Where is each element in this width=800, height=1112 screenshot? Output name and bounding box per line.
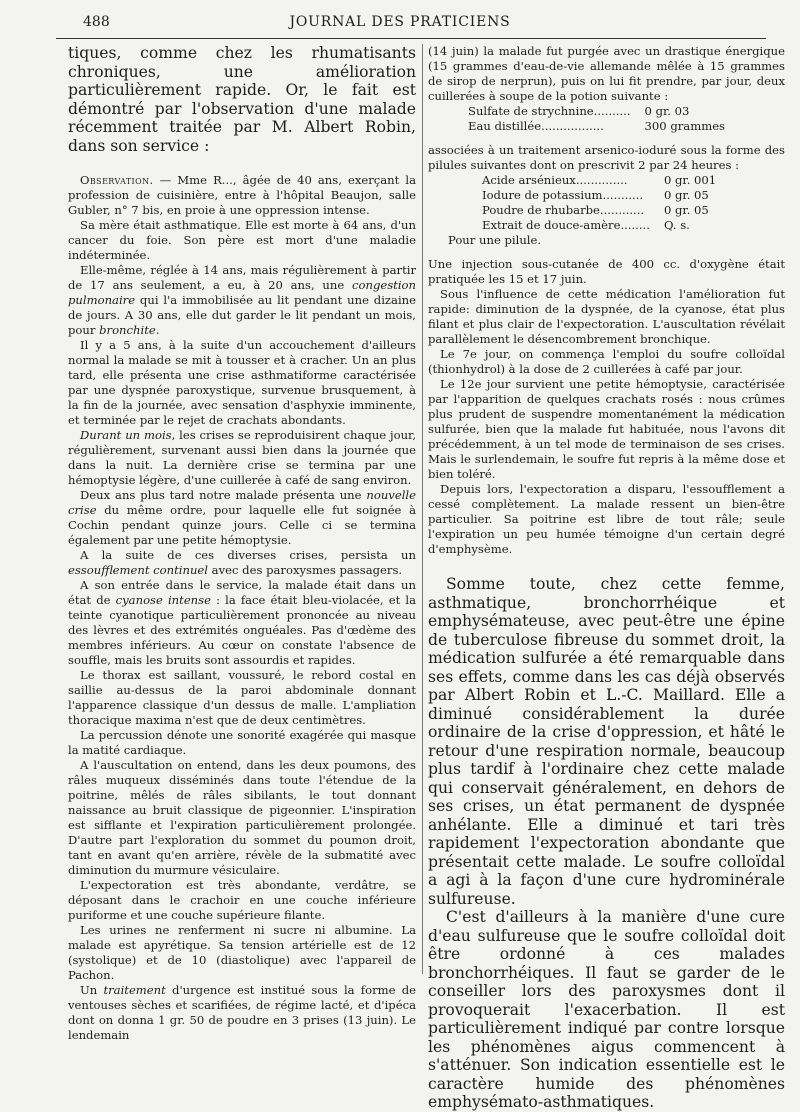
second-crisis-paragraph: Deux ans plus tard notre malade présenta une nouvelle crise du même ordre, pour laquelle elle fut soignée à Cochin pendant quinze jours. Celle ci se termina également par une petite hémoptysie. [68, 488, 416, 547]
day12-paragraph: Le 12e jour survient une petite hémoptysie, caractérisée par l'apparition de quelques crachats rosés : nous crûmes plus prudent de suspendre momentanément la médication sulfurée, bien que la malade fut habituée, nous l'avons dit précédemment, à un tel mode de terminaison de ses crises. Mais le surlendemain, le soufre fut repris à la même dose et bien toléré. [428, 377, 785, 481]
formula-row: Poudre de rhubarbe............ 0 gr. 05 [482, 203, 709, 217]
column-rule [422, 44, 423, 974]
indication-paragraph: C'est d'ailleurs à la manière d'une cure d'eau sulfureuse que le soufre colloïdal doit être ordonné à ces malades bronchorrhéiques. Il faut se garder de le conseiller lors des paroxysmes dont il provoquerait l'exacerbation. Il est particulièrement indiqué par contre lorsque les phénomènes aigus commencent à s'atténuer. Son indication essentielle est le caractère humide des phénomènes emphysémato-asthmatiques. [428, 908, 785, 1111]
formula-potion [468, 104, 725, 134]
left-column [68, 44, 416, 1043]
formula-row: Sulfate de strychnine.......... 0 gr. 03 [468, 104, 690, 118]
observation-paragraph [68, 173, 416, 218]
purge-paragraph: (14 juin) la malade fut purgée avec un drastique énergique (15 grammes d'eau-de-vie allemande mêlée à 15 grammes de sirop de nerprun), puis on lui fit prendre, par jour, deux cuillerées à soupe de la potion suivante : [428, 44, 785, 103]
injection-paragraph: Une injection sous-cutanée de 400 cc. d'oxygène était pratiquée les 15 et 17 juin. [428, 257, 785, 286]
running-head: JOURNAL DES PRATICIENS [289, 14, 511, 30]
thorax-paragraph: Le thorax est saillant, voussuré, le rebord costal en saillie au-dessus de la paroi abdominale donnant l'apparence classique d'un dessus de malle. L'ampliation thoracique maxima n'est que de deux centimètres. [68, 668, 416, 727]
admission-paragraph: A son entrée dans le service, la malade était dans un état de cyanose intense : la face était bleu-violacée, et la teinte cyanotique particulièrement prononcée au niveau des lèvres et des extrémités onguéales. Pas d'œdème des membres inférieurs. Au cœur on constate l'absence de souffle, mais les bruits sont assourdis et rapides. [68, 578, 416, 667]
day7-paragraph: Le 7e jour, on commença l'emploi du soufre colloïdal (thionhydrol) à la dose de 2 cuillerées à café par jour. [428, 347, 785, 376]
expectoration-paragraph: L'expectoration est très abondante, verdâtre, se déposant dans le crachoir en une couche inférieure puriforme et une couche supérieure filante. [68, 878, 416, 922]
urines-paragraph: Les urines ne renferment ni sucre ni albumine. La malade est apyrétique. Sa tension artérielle est de 12 (systolique) et de 10 (diastolique) avec l'appareil de Pachon. [68, 923, 416, 982]
page-number: 488 [83, 14, 110, 30]
observation-text: — Mme R..., âgée de 40 ans, exerçant la profession de cuisinière, entre à l'hôpital Beaujon, salle Gubler, n° 7 bis, en proie à une oppression intense. [68, 173, 416, 217]
history-paragraph: Elle-même, réglée à 14 ans, mais régulièrement à partir de 17 ans seulement, a eu, à 20 ans, une congestion pulmonaire qui l'a immobilisée au lit pendant une dizaine de jours. A 30 ans, elle dut garder le lit pendant un mois, pour bronchite. [68, 263, 416, 337]
formula-row: Eau distillée................. 300 grammes [468, 119, 726, 133]
improvement-paragraph: Sous l'influence de cette médication l'amélioration fut rapide: diminution de la dyspnée, de la cyanose, état plus filant et plus clair de l'expectoration. L'auscultation révélait parallèlement le désencombrement bronchique. [428, 287, 785, 346]
pills-paragraph: associées à un traitement arsenico-ioduré sous la forme des pilules suivantes dont on prescrivit 2 par 24 heures : [428, 143, 785, 172]
onset-paragraph: Il y a 5 ans, à la suite d'un accouchement d'ailleurs normal la malade se mit à tousser et à cracher. Un an plus tard, elle présenta une crise asthmatiforme caractérisée par une dyspnée paroxystique, survenue brusquement, à la fin de la journée, avec sensation d'asphyxie imminente, et terminée par le rejet de crachats abondants. [68, 338, 416, 427]
outcome-paragraph: Depuis lors, l'expectoration a disparu, l'essoufflement a cessé complètement. La malade ressent un bien-être particulier. Sa poitrine est libre de tout râle; seule l'expiration un peu humée témoigne d'un certain degré d'emphysème. [428, 482, 785, 556]
formula-row: Extrait de douce-amère........ Q. s. [482, 218, 690, 232]
observation-label: Observation. [80, 173, 154, 187]
right-column [428, 44, 785, 1112]
mother-paragraph: Sa mère était asthmatique. Elle est morte à 64 ans, d'un cancer du foie. Son père est mort d'une maladie indéterminée. [68, 218, 416, 262]
month-paragraph: Durant un mois, les crises se reproduisirent chaque jour, régulièrement, survenant aussi bien dans la journée que dans la nuit. La dernière crise se termina par une hémoptysie légère, d'une cuillerée à café de sang environ. [68, 428, 416, 487]
formula-row: Acide arsénieux.............. 0 gr. 001 [482, 173, 717, 187]
intro-paragraph: tiques, comme chez les rhumatisants chroniques, une amélioration particulièrement rapide. Or, le fait est démontré par l'observation d'une malade récemment traitée par M. Albert Robin, dans son service : [68, 44, 416, 155]
formula-row: Iodure de potassium........... 0 gr. 05 [482, 188, 709, 202]
treatment-paragraph: Un traitement d'urgence est institué sous la forme de ventouses sèches et scarifiées, de régime lacté, et d'ipéca dont on donna 1 gr. 50 de poudre en 3 prises (13 juin). Le lendemain [68, 983, 416, 1042]
pill-note: Pour une pilule. [448, 233, 542, 247]
summary-paragraph: Somme toute, chez cette femme, asthmatique, bronchorrhéique et emphysémateuse, avec peut-être une épine de tuberculose fibreuse du sommet droit, la médication sulfurée a été remarquable dans ses effets, comme dans les cas déjà observés par Albert Robin et L.-C. Maillard. Elle a diminué considérablement la durée ordinaire de la crise d'oppression, et hâté le retour d'une respiration normale, beaucoup plus tardif à l'ordinaire chez cette malade qui conservait généralement, en dehors de ses crises, un état permanent de dyspnée anhélante. Elle a diminué et tari très rapidement l'expectoration abondante que présentait cette malade. Le soufre colloïdal a agi à la façon d'une cure hydrominérale sulfureuse. [428, 575, 785, 908]
percussion-paragraph: La percussion dénote une sonorité exagérée qui masque la matité cardiaque. [68, 728, 416, 757]
header-rule [56, 38, 766, 39]
auscultation-paragraph: A l'auscultation on entend, dans les deux poumons, des râles muqueux disséminés dans toute l'étendue de la poitrine, mêlés de râles sibilants, le tout donnant naissance au bruit classique de pigeonnier. L'inspiration est sifflante et l'expiration particulièrement prolongée. D'autre part l'exploration du sommet du poumon droit, tant en avant qu'en arrière, révèle de la submatité avec diminution du murmure vésiculaire. [68, 758, 416, 877]
dyspnea-paragraph: A la suite de ces diverses crises, persista un essoufflement continuel avec des paroxysmes passagers. [68, 548, 416, 577]
formula-pills [482, 173, 716, 233]
